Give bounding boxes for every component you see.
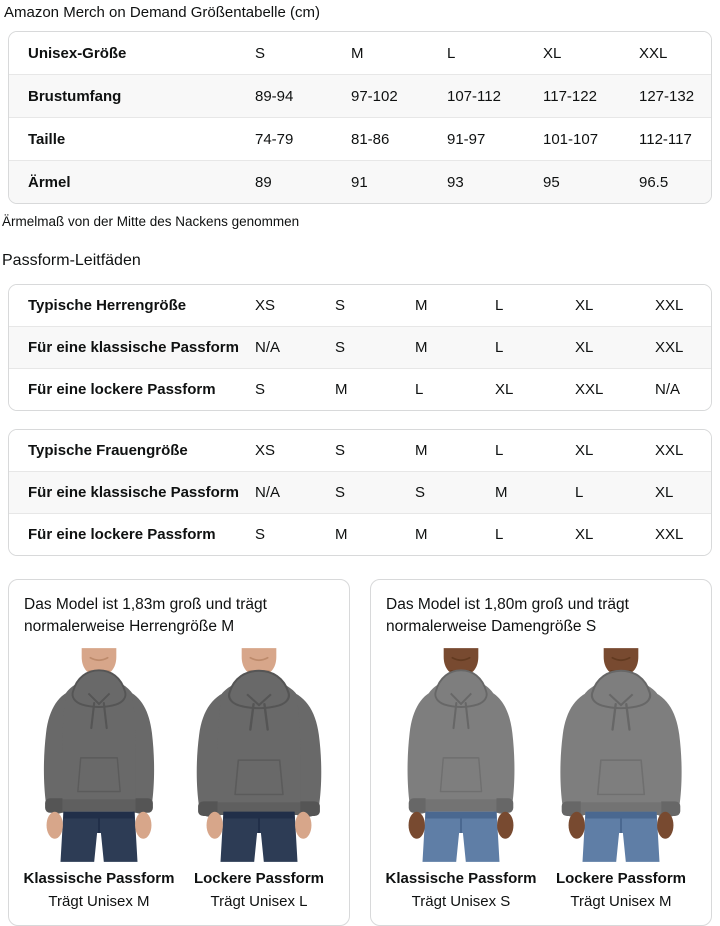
model-figures — [384, 647, 698, 910]
size-cell: 97-102 — [351, 87, 398, 105]
size-cell: XXL — [655, 526, 684, 543]
size-column-header: S — [255, 44, 266, 62]
loose-fit-figure — [182, 647, 336, 910]
row-label: Typische Herrengröße — [28, 297, 187, 314]
size-cell: S — [335, 484, 346, 501]
size-cell: N/A — [655, 381, 681, 398]
row-label: Für eine lockere Passform — [28, 526, 216, 543]
hoodie-model-loose-photo — [544, 647, 698, 863]
model-cards — [8, 579, 712, 926]
fit-guides-heading: Passform-Leitfäden — [2, 252, 141, 269]
size-cell: XL — [575, 339, 594, 356]
model-figures — [22, 647, 336, 910]
size-cell: S — [335, 339, 346, 356]
size-cell: S — [415, 484, 426, 501]
size-cell: S — [255, 526, 266, 543]
table-row — [9, 117, 711, 160]
size-cell: M — [335, 381, 348, 398]
fit-name: Klassische Passform — [385, 870, 537, 887]
size-cell: 91 — [351, 173, 368, 191]
size-cell: 74-79 — [255, 130, 294, 148]
table-row — [9, 513, 711, 555]
size-cell: 89-94 — [255, 87, 294, 105]
row-label: Ärmel — [28, 173, 71, 191]
size-column-header: XL — [543, 44, 562, 62]
page-title: Amazon Merch on Demand Größentabelle (cm) — [4, 4, 320, 21]
table-row — [9, 160, 711, 203]
table-row — [9, 285, 711, 326]
row-label: Brustumfang — [28, 87, 122, 105]
hoodie-model-classic-photo — [22, 647, 176, 863]
fit-name: Lockere Passform — [555, 870, 687, 887]
size-cell: M — [415, 297, 428, 314]
sleeve-measurement-footnote: Ärmelmaß von der Mitte des Nackens genommen — [2, 214, 300, 229]
model-description: Das Model ist 1,80m groß und trägt normalerweise Damengröße S — [386, 596, 629, 635]
size-cell: XL — [495, 381, 514, 398]
garment-group — [408, 670, 515, 813]
size-cell: 93 — [447, 173, 464, 191]
size-cell: XL — [575, 297, 594, 314]
size-cell: XS — [255, 442, 276, 459]
size-cell: M — [415, 339, 428, 356]
size-cell: L — [495, 297, 504, 314]
size-cell: 96.5 — [639, 173, 669, 191]
size-cell: S — [255, 381, 266, 398]
garment-group — [197, 671, 322, 817]
row-label: Unisex-Größe — [28, 44, 127, 62]
size-cell: XXL — [575, 381, 604, 398]
size-cell: XXL — [655, 339, 684, 356]
row-label: Für eine klassische Passform — [28, 339, 239, 356]
size-cell: XL — [575, 526, 594, 543]
size-cell: 81-86 — [351, 130, 390, 148]
size-cell: XXL — [655, 297, 684, 314]
classic-fit-figure — [384, 647, 538, 910]
size-cell: L — [575, 484, 584, 501]
size-cell: XL — [655, 484, 674, 501]
fit-wears: Trägt Unisex L — [210, 893, 308, 910]
fit-name: Klassische Passform — [23, 870, 175, 887]
size-cell: 101-107 — [543, 130, 599, 148]
table-row — [9, 368, 711, 410]
size-cell: L — [495, 339, 504, 356]
hoodie-model-loose-photo — [182, 647, 336, 863]
size-cell: S — [335, 442, 346, 459]
size-cell: N/A — [255, 484, 281, 501]
loose-fit-figure — [544, 647, 698, 910]
garment-group — [44, 670, 154, 813]
fit-name: Lockere Passform — [193, 870, 325, 887]
size-cell: N/A — [255, 339, 281, 356]
size-cell: 89 — [255, 173, 272, 191]
size-cell: 127-132 — [639, 87, 695, 105]
fit-wears: Trägt Unisex S — [411, 893, 511, 910]
size-cell: 107-112 — [447, 87, 501, 105]
table-row — [9, 74, 711, 117]
model-description: Das Model ist 1,83m groß und trägt normalerweise Herrengröße M — [24, 596, 267, 635]
fit-wears: Trägt Unisex M — [570, 893, 672, 910]
size-cell: 117-122 — [543, 87, 597, 105]
row-label: Typische Frauengröße — [28, 442, 188, 459]
size-cell: M — [415, 442, 428, 459]
row-label: Für eine klassische Passform — [28, 484, 239, 501]
women-fit-guide-table — [8, 429, 712, 556]
garment-group — [560, 671, 681, 817]
row-label: Für eine lockere Passform — [28, 381, 216, 398]
size-cell: L — [495, 526, 504, 543]
size-cell: XXL — [655, 442, 684, 459]
size-cell: M — [415, 526, 428, 543]
size-column-header: L — [447, 44, 456, 62]
men-fit-guide-table — [8, 284, 712, 411]
female-model-card — [370, 579, 712, 926]
unisex-size-table — [8, 31, 712, 204]
fit-wears: Trägt Unisex M — [48, 893, 150, 910]
size-cell: 112-117 — [639, 130, 692, 148]
size-column-header: M — [351, 44, 364, 62]
size-cell: 95 — [543, 173, 560, 191]
table-row — [9, 326, 711, 368]
size-cell: L — [415, 381, 424, 398]
row-label: Taille — [28, 130, 66, 148]
size-cell: 91-97 — [447, 130, 486, 148]
hoodie-model-classic-photo — [384, 647, 538, 863]
size-cell: M — [495, 484, 508, 501]
size-cell: S — [335, 297, 346, 314]
size-cell: L — [495, 442, 504, 459]
size-column-header: XXL — [639, 44, 668, 62]
table-row — [9, 471, 711, 513]
male-model-card — [8, 579, 350, 926]
size-cell: XS — [255, 297, 276, 314]
size-cell: XL — [575, 442, 594, 459]
table-header-row — [9, 32, 711, 74]
classic-fit-figure — [22, 647, 176, 910]
size-cell: M — [335, 526, 348, 543]
table-row — [9, 430, 711, 471]
